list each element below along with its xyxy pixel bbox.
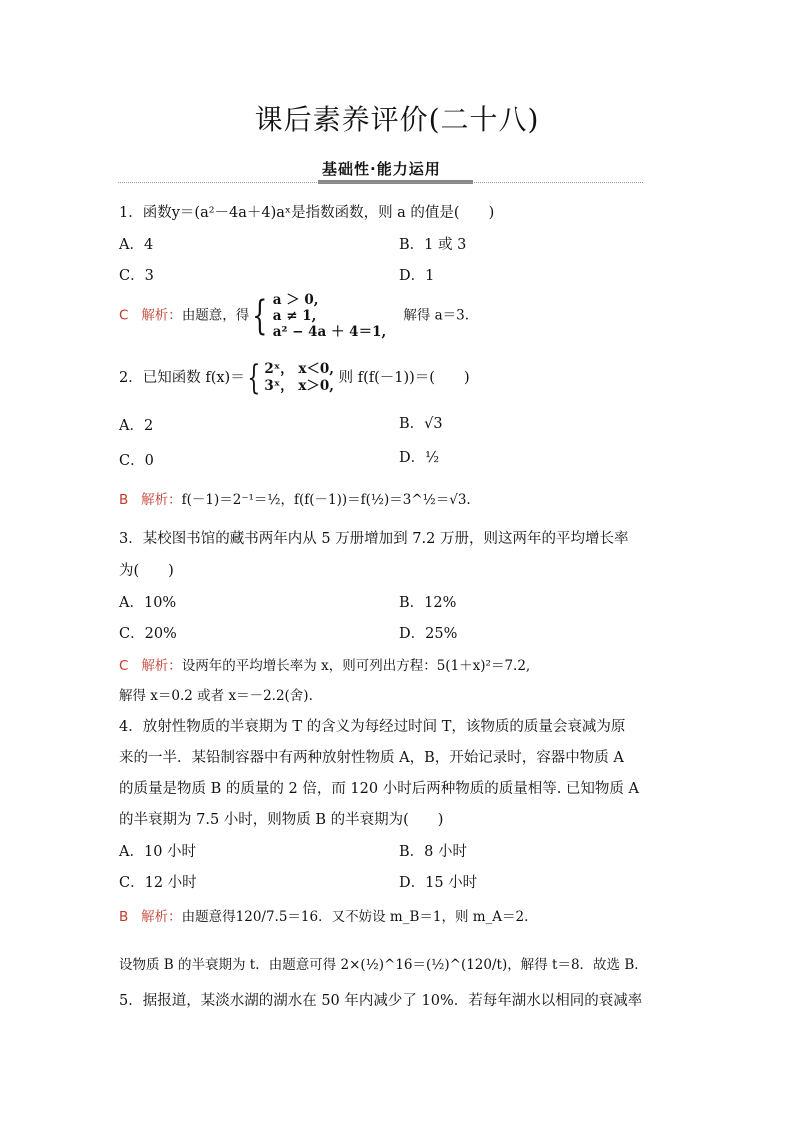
- q2-option-c: C．0: [119, 453, 154, 469]
- q2-solution-label: 解析：: [141, 492, 182, 508]
- q4-solution: [119, 905, 528, 925]
- q2-cases: [264, 361, 334, 395]
- q2-stem: [119, 358, 470, 398]
- q1-stem: 1．函数y＝(a²－4a＋4)aˣ是指数函数，则 a 的值是( ): [119, 205, 495, 221]
- dotted-divider: [118, 182, 643, 183]
- q2-stem-pre: 2．已知函数 f(x)＝: [119, 370, 245, 386]
- q1-solution-label: 解析：: [141, 307, 182, 324]
- q3-answer: C: [119, 658, 129, 674]
- q3-option-a: A．10%: [119, 595, 177, 611]
- q3-solution-label: 解析：: [141, 658, 182, 674]
- q4-answer: B: [119, 909, 129, 925]
- q3-solution-line-2: 解得 x＝0.2 或者 x＝－2.2(舍).: [119, 688, 313, 704]
- q4-stem-line-3: 的质量是物质 B 的质量的 2 倍，而 120 小时后两种物质的质量相等. 已知物质 A: [119, 781, 640, 797]
- q3-option-b: B．12%: [399, 595, 457, 611]
- q3-solution: [119, 654, 530, 674]
- q1-answer: C: [119, 307, 129, 324]
- q2-solution: [119, 488, 471, 508]
- q3-solution-line-1: 设两年的平均增长率为 x，则可列出方程：5(1＋x)²＝7.2,: [181, 658, 531, 674]
- q3-option-d: D．25%: [399, 626, 458, 642]
- q4-solution-label: 解析：: [141, 909, 182, 925]
- q2-option-d: D．½: [399, 450, 440, 466]
- q4-option-a: A．10 小时: [119, 844, 197, 860]
- q4-stem-line-4: 的半衰期为 7.5 小时，则物质 B 的半衰期为( ): [119, 812, 444, 828]
- q1-solution-pre: 由题意，得: [181, 307, 250, 324]
- q2-answer: B: [119, 492, 129, 508]
- q2-option-b: B．√3: [399, 416, 443, 432]
- q4-option-b: B．8 小时: [399, 844, 467, 860]
- q4-stem-line-2: 来的一半．某铅制容器中有两种放射性物质 A，B，开始记录时，容器中物质 A: [119, 750, 624, 766]
- q1-case-3: a² − 4a ＋ 4＝1,: [272, 324, 387, 340]
- q1-case-2: a ≠ 1,: [272, 308, 317, 324]
- q2-solution-text: f(－1)＝2⁻¹＝½，f(f(－1))＝f(½)＝3^½＝√3.: [181, 492, 471, 508]
- q1-option-b: B．1 或 3: [399, 237, 467, 253]
- q1-solution-post: 解得 a＝3.: [403, 307, 470, 324]
- q3-option-c: C．20%: [119, 626, 177, 642]
- q1-solution: [119, 292, 469, 340]
- left-brace-icon: {: [252, 293, 268, 339]
- q3-stem-line-1: 3．某校图书馆的藏书两年内从 5 万册增加到 7.2 万册，则这两年的平均增长率: [119, 531, 629, 547]
- q4-solution-line-2: 设物质 B 的半衰期为 t．由题意可得 2×(½)^16＝(½)^(120/t)，解得 t＝8．故选 B．: [119, 957, 648, 973]
- page-title: 课后素养评价(二十八): [254, 103, 540, 136]
- q5-stem-line-1: 5．据报道，某淡水湖的湖水在 50 年内减少了 10%．若每年湖水以相同的衰减率: [119, 993, 643, 1009]
- q2-stem-post: 则 f(f(－1))＝( ): [338, 370, 470, 386]
- q4-stem-line-1: 4．放射性物质的半衰期为 T 的含义为每经过时间 T，该物质的质量会衰减为原: [119, 719, 626, 735]
- q4-option-c: C．12 小时: [119, 875, 197, 891]
- left-brace-icon: {: [247, 358, 261, 398]
- q4-option-d: D．15 小时: [399, 875, 478, 891]
- q1-option-a: A．4: [119, 237, 154, 253]
- q1-case-1: a ＞ 0,: [272, 292, 319, 308]
- section-heading: 基础性·能力运用: [322, 160, 441, 178]
- q3-stem-line-2: 为( ): [119, 563, 174, 579]
- q2-case-2: 3ˣ， x＞0,: [264, 378, 334, 394]
- q2-case-1: 2ˣ， x＜0,: [264, 361, 334, 377]
- q4-solution-line-1: 由题意得120/7.5＝16．又不妨设 m_B＝1，则 m_A＝2.: [181, 909, 529, 925]
- q1-option-c: C．3: [119, 268, 154, 284]
- q1-option-d: D．1: [399, 268, 435, 284]
- q2-option-a: A．2: [119, 418, 154, 434]
- q1-cases: [273, 292, 386, 340]
